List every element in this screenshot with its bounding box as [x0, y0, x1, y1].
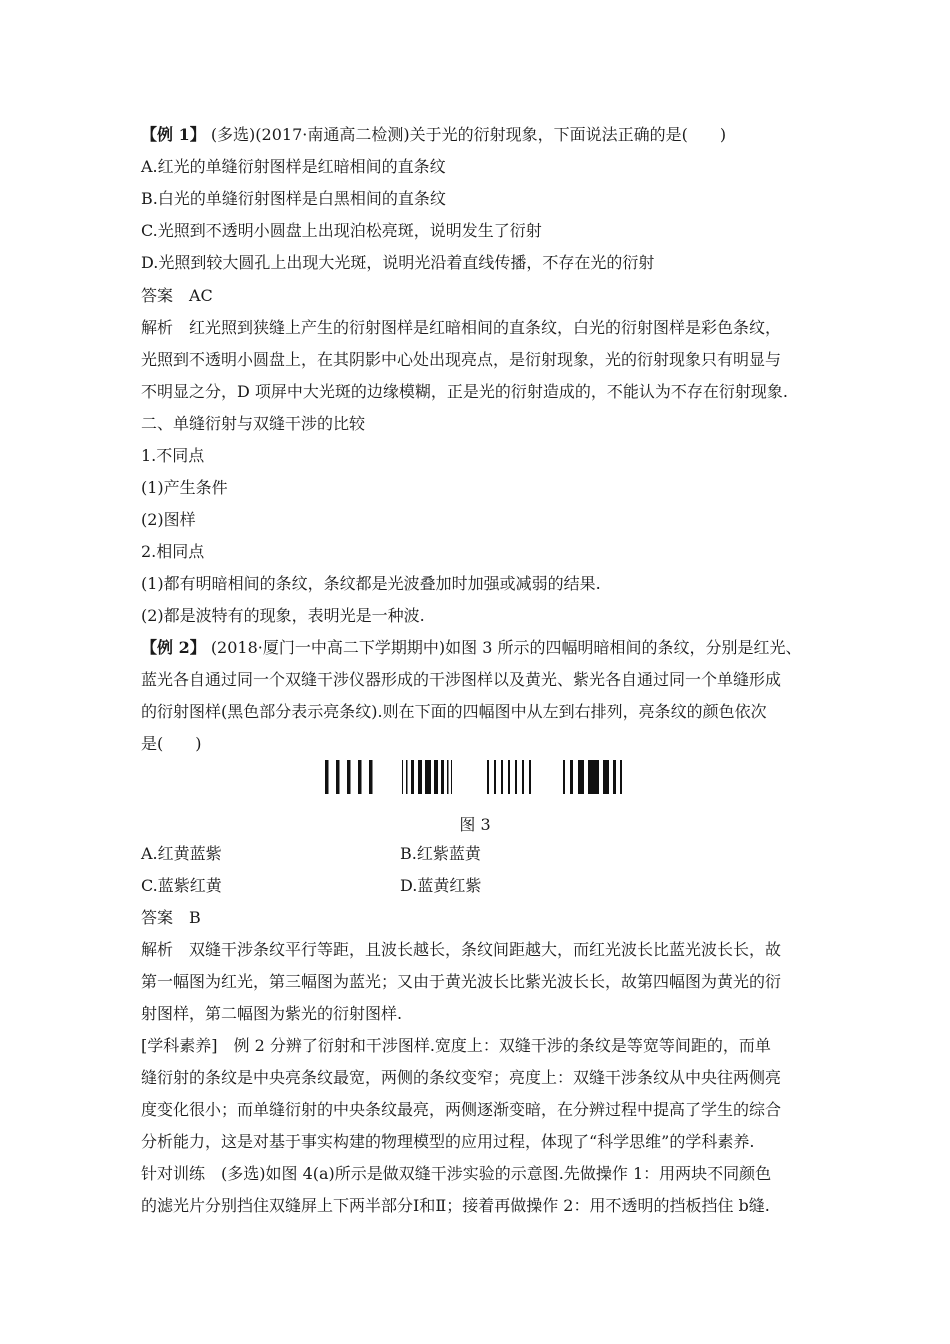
example-1-analysis-line: 不明显之分，D 项屏中大光斑的边缘模糊，正是光的衍射造成的，不能认为不存在衍射现象.	[141, 382, 789, 401]
fringe-pattern-3	[487, 760, 531, 794]
example-1-option-a: A.红光的单缝衍射图样是红暗相间的直条纹	[141, 157, 446, 176]
example-1-option-b: B.白光的单缝衍射图样是白黑相间的直条纹	[141, 189, 446, 208]
literacy-line: 分析能力，这是对基于事实构建的物理模型的应用过程，体现了“科学思维”的学科素养.	[141, 1132, 755, 1151]
section-line: 2.相同点	[141, 542, 205, 561]
example-1-tag: 【例 1】	[141, 125, 206, 144]
example-2-option-c: C.蓝紫红黄	[141, 876, 222, 895]
example-2-option-b: B.红紫蓝黄	[400, 844, 481, 863]
example-2-analysis-line: 解析 双缝干涉条纹平行等距，且波长越长，条纹间距越大，而红光波长比蓝光波长长，故	[141, 940, 782, 959]
example-2-analysis-line: 射图样，第二幅图为紫光的衍射图样.	[141, 1004, 403, 1023]
example-1-option-d: D.光照到较大圆孔上出现大光斑，说明光沿着直线传播，不存在光的衍射	[141, 253, 655, 272]
figure-3-caption: 图 3	[459, 815, 491, 834]
example-1-option-c: C.光照到不透明小圆盘上出现泊松亮斑，说明发生了衍射	[141, 221, 542, 240]
fringe-pattern-2	[402, 760, 452, 794]
example-2-tag: 【例 2】	[141, 638, 206, 657]
section-line: (2)都是波特有的现象，表明光是一种波.	[141, 606, 425, 625]
example-2-question-line: 是( )	[141, 734, 202, 753]
example-2-question-line: 蓝光各自通过同一个双缝干涉仪器形成的干涉图样以及黄光、紫光各自通过同一个单缝形成	[141, 670, 782, 689]
section-line: (1)都有明暗相间的条纹，条纹都是光波叠加时加强或减弱的结果.	[141, 574, 601, 593]
section-line: 1.不同点	[141, 446, 205, 465]
literacy-line: [学科素养] 例 2 分辨了衍射和干涉图样.宽度上：双缝干涉的条纹是等宽等间距的，而单	[141, 1036, 771, 1055]
section-line: (2)图样	[141, 510, 196, 529]
example-2-option-a: A.红黄蓝紫	[141, 844, 222, 863]
fringe-patterns	[325, 760, 625, 796]
fringe-pattern-4	[563, 760, 622, 794]
example-1-stem	[141, 125, 726, 145]
example-2-stem	[141, 638, 801, 658]
section-title: 二、单缝衍射与双缝干涉的比较	[141, 414, 366, 433]
literacy-line: 缝衍射的条纹是中央亮条纹最宽，两侧的条纹变窄；亮度上：双缝干涉条纹从中央往两侧亮	[141, 1068, 782, 1087]
training-line: 的滤光片分别挡住双缝屏上下两半部分Ⅰ和Ⅱ；接着再做操作 2：用不透明的挡板挡住 b缝.	[141, 1196, 770, 1215]
example-2-question-line: (2018·厦门一中高二下学期期中)如图 3 所示的四幅明暗相间的条纹，分别是红光、	[210, 638, 802, 657]
fringe-pattern-1	[325, 760, 373, 794]
example-1-analysis-line: 光照到不透明小圆盘上，在其阴影中心处出现亮点，是衍射现象，光的衍射现象只有明显与	[141, 350, 782, 369]
example-2-question-line: 的衍射图样(黑色部分表示亮条纹).则在下面的四幅图中从左到右排列，亮条纹的颜色依次	[141, 702, 767, 721]
example-1-question: (多选)(2017·南通高二检测)关于光的衍射现象，下面说法正确的是( )	[210, 125, 727, 144]
example-1-answer: 答案 AC	[141, 286, 213, 305]
section-line: (1)产生条件	[141, 478, 228, 497]
example-2-option-d: D.蓝黄红紫	[400, 876, 482, 895]
example-2-answer: 答案 B	[141, 908, 201, 927]
training-line: 针对训练 (多选)如图 4(a)所示是做双缝干涉实验的示意图.先做操作 1：用两块不同颜色	[141, 1164, 772, 1183]
literacy-line: 度变化很小；而单缝衍射的中央条纹最亮，两侧逐渐变暗，在分辨过程中提高了学生的综合	[141, 1100, 782, 1119]
example-1-analysis-line: 解析 红光照到狭缝上产生的衍射图样是红暗相间的直条纹，白光的衍射图样是彩色条纹，	[141, 318, 782, 337]
example-2-analysis-line: 第一幅图为红光，第三幅图为蓝光；又由于黄光波长比紫光波长长，故第四幅图为黄光的衍	[141, 972, 782, 991]
figure-3	[0, 760, 950, 796]
